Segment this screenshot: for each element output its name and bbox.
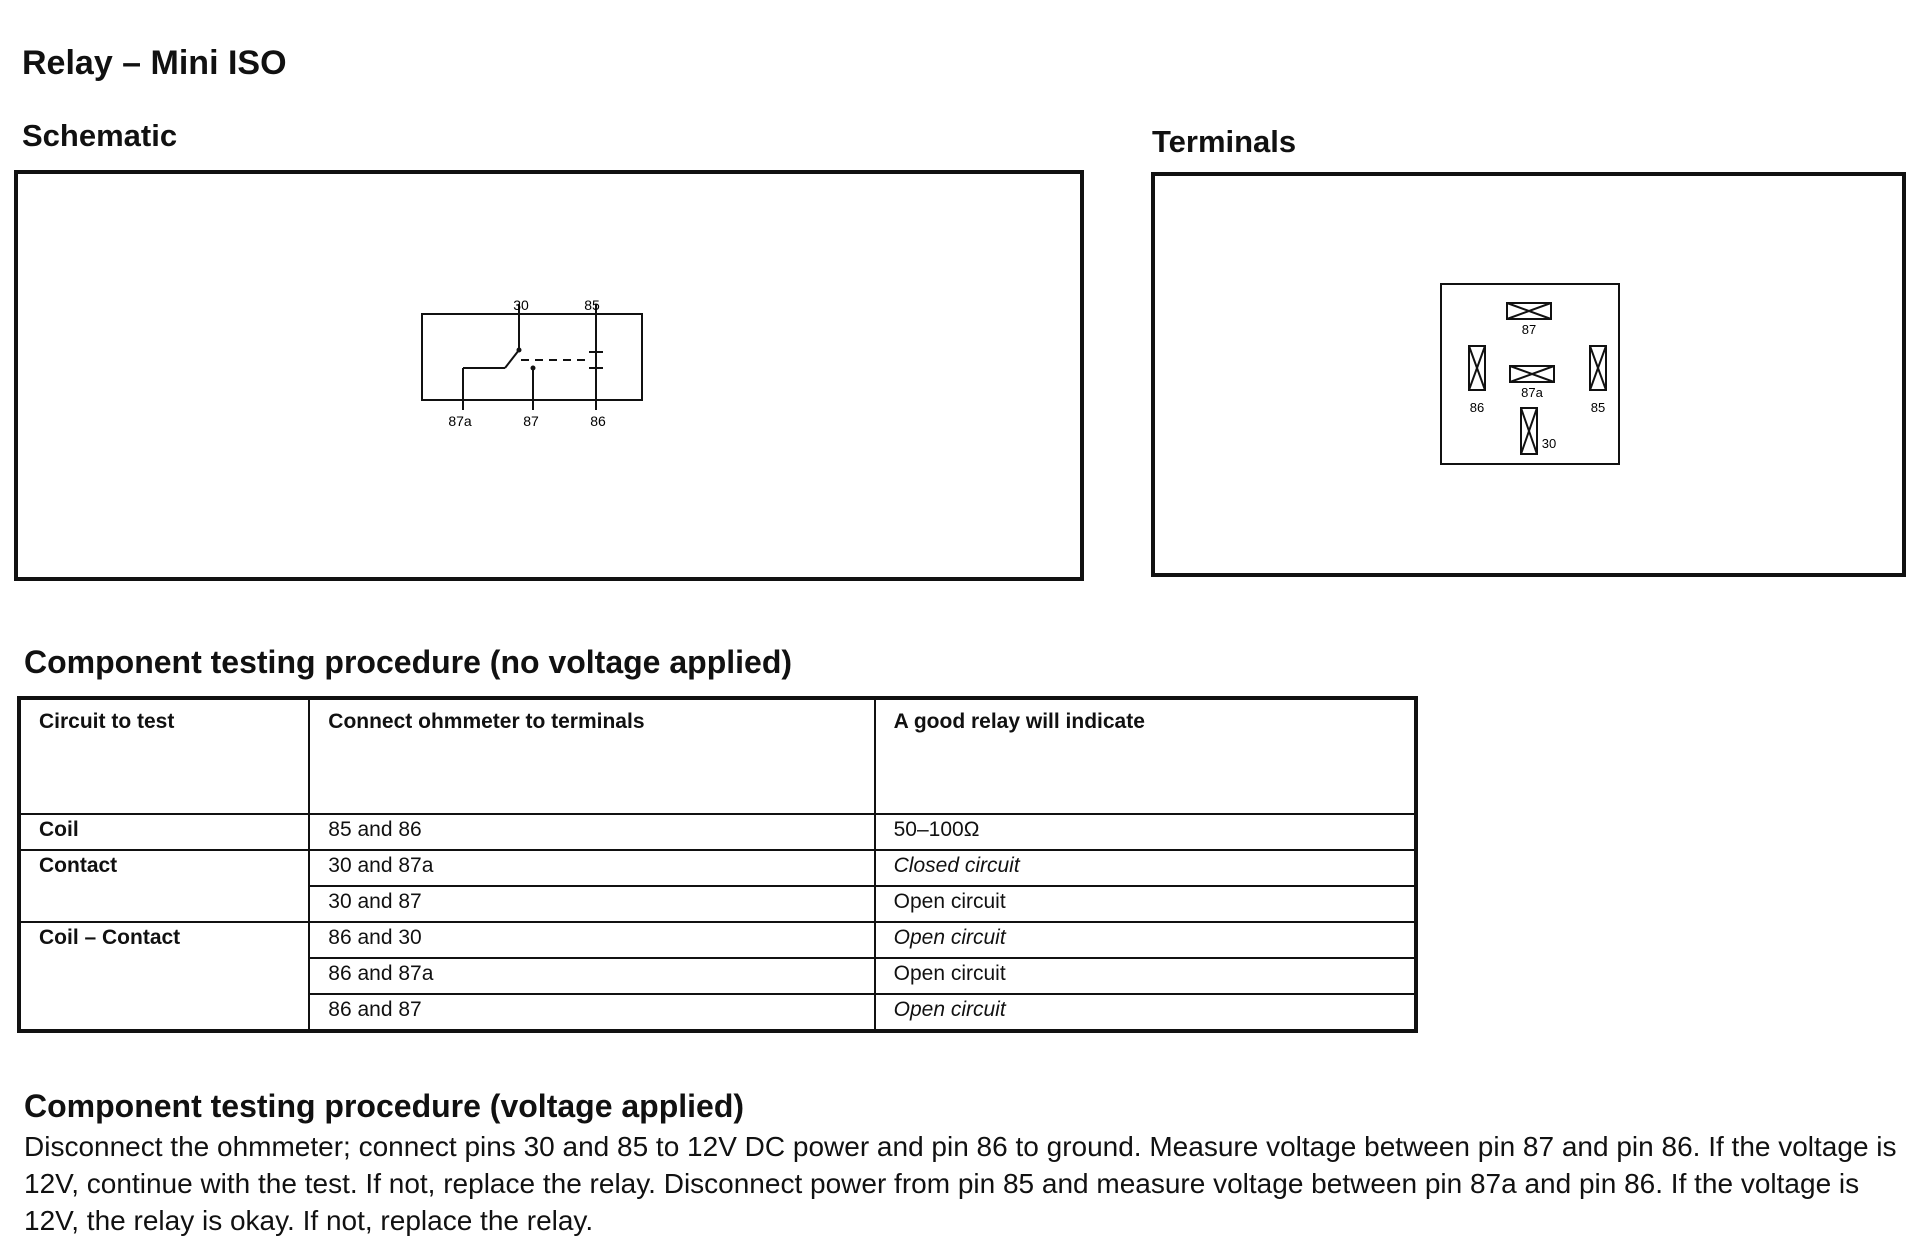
row-terminals: 30 and 87a	[309, 850, 874, 886]
table-row	[19, 814, 1416, 850]
row-circuit: Coil – Contact	[19, 922, 309, 958]
voltage-procedure-text: Disconnect the ohmmeter; connect pins 30 and 85 to 12V DC power and pin 86 to ground. Measure voltage between pin 87 and pin 86. If the voltage is 12V, continue with the test. If not, replace the relay. Disconnect power from pin 85 and measure voltage between pin 87a and pin 86. If the voltage is 12V, the relay is okay. If not, replace the relay.	[24, 1131, 1897, 1236]
pin-label-87a: 87a	[448, 413, 472, 429]
terminal-label-30: 30	[1541, 436, 1557, 451]
row-indicate: 50–100Ω	[875, 814, 1416, 850]
ohmmeter-test-table	[17, 696, 1418, 1033]
pin-85	[1590, 346, 1606, 390]
no-voltage-heading: Component testing procedure (no voltage applied)	[24, 644, 793, 680]
row-terminals: 86 and 87	[309, 994, 874, 1031]
terminals-heading: Terminals	[1152, 124, 1297, 159]
table-row	[19, 958, 1416, 994]
row-terminals: 85 and 86	[309, 814, 874, 850]
table-row	[19, 994, 1416, 1031]
schematic-panel	[14, 170, 1084, 581]
pin-label-85: 85	[584, 297, 600, 313]
row-circuit	[19, 994, 309, 1031]
terminal-label-86: 86	[1469, 400, 1485, 415]
voltage-heading: Component testing procedure (voltage applied)	[24, 1088, 745, 1124]
row-circuit: Coil	[19, 814, 309, 850]
column-header-terminals: Connect ohmmeter to terminals	[309, 698, 874, 814]
row-indicate: Closed circuit	[875, 850, 1416, 886]
relay-schematic-diagram	[18, 174, 1080, 577]
schematic-heading: Schematic	[22, 118, 178, 153]
terminal-label-85: 85	[1590, 400, 1606, 415]
row-terminals: 86 and 30	[309, 922, 874, 958]
row-circuit: Contact	[19, 850, 309, 886]
terminals-panel	[1151, 172, 1906, 577]
relay-terminal-diagram	[1155, 176, 1902, 573]
row-circuit	[19, 886, 309, 922]
row-terminals: 86 and 87a	[309, 958, 874, 994]
pin-label-30: 30	[513, 297, 529, 313]
row-indicate: Open circuit	[875, 886, 1416, 922]
pin-30	[1521, 408, 1537, 454]
terminal-label-87: 87	[1521, 322, 1537, 337]
terminal-label-87a: 87a	[1521, 385, 1543, 400]
pin-87a	[1510, 366, 1554, 382]
page-title: Relay – Mini ISO	[22, 44, 287, 82]
table-row	[19, 922, 1416, 958]
pin-87	[1507, 303, 1551, 319]
pin-label-86: 86	[590, 413, 606, 429]
row-terminals: 30 and 87	[309, 886, 874, 922]
row-circuit	[19, 958, 309, 994]
pin-label-87: 87	[523, 413, 539, 429]
pin-86	[1469, 346, 1485, 390]
column-header-indicate: A good relay will indicate	[875, 698, 1416, 814]
row-indicate: Open circuit	[875, 994, 1416, 1031]
column-header-circuit: Circuit to test	[19, 698, 309, 814]
table-row	[19, 886, 1416, 922]
table-header-row	[19, 698, 1416, 814]
row-indicate: Open circuit	[875, 958, 1416, 994]
row-indicate: Open circuit	[875, 922, 1416, 958]
table-row	[19, 850, 1416, 886]
switch-blade	[505, 350, 519, 368]
